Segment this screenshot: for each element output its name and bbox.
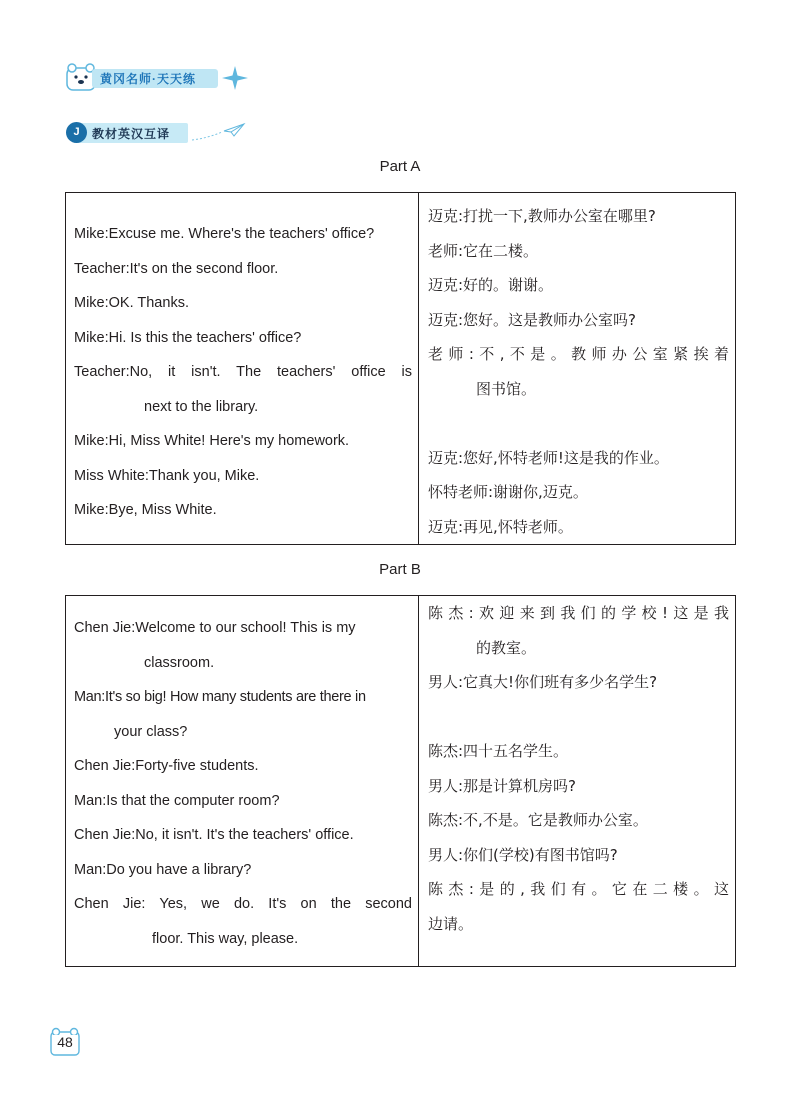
section-tag <box>66 122 246 144</box>
translation-line: 陈杰:是的,我们有。它在二楼。这 <box>428 880 729 898</box>
dialog-line: Man:Is that the computer room? <box>74 792 280 809</box>
section-letter-badge: J <box>66 122 87 143</box>
dialog-line: Miss White:Thank you, Mike. <box>74 467 260 484</box>
translation-line: 边请。 <box>428 914 474 933</box>
section-title: 教材英汉互译 <box>92 127 171 141</box>
dialog-line: Chen Jie:No, it isn't. It's the teachers' office. <box>74 827 354 843</box>
translation-line: 老师:不,不是。教师办公室紧挨着 <box>428 345 729 363</box>
translation-line: 迈克:您好,怀特老师!这是我的作业。 <box>428 448 669 467</box>
dialog-line: Man:Do you have a library? <box>74 861 252 878</box>
sparkle-star-icon <box>220 64 250 92</box>
dialog-line: Mike:OK. Thanks. <box>74 295 189 311</box>
part-b-chinese-column <box>419 596 736 967</box>
part-b-english-column <box>66 596 419 967</box>
translation-line: 的教室。 <box>476 638 537 657</box>
translation-line: 迈克:您好。这是教师办公室吗? <box>428 310 637 329</box>
dialog-line: floor. This way, please. <box>152 930 299 947</box>
translation-line: 陈杰:欢迎来到我们的学校!这是我 <box>428 604 729 622</box>
dialog-line: Teacher:It's on the second floor. <box>74 260 279 277</box>
dialog-line: Man:It's so big! How many students are there in <box>74 689 366 705</box>
translation-line: 男人:那是计算机房吗? <box>428 776 577 795</box>
translation-line: 迈克:好的。谢谢。 <box>428 276 554 294</box>
part-a-table <box>65 192 736 545</box>
translation-line: 陈杰:不,不是。它是教师办公室。 <box>428 811 648 829</box>
translation-line: 迈克:再见,怀特老师。 <box>428 517 573 536</box>
translation-line: 男人:你们(学校)有图书馆吗? <box>428 845 618 864</box>
brand-title: 黄冈名师·天天练 <box>100 72 196 86</box>
dialog-line: Teacher:No, it isn't. The teachers' office is <box>74 364 412 380</box>
translation-line: 陈杰:四十五名学生。 <box>428 742 569 760</box>
dialog-line: Chen Jie:Forty-five students. <box>74 758 259 774</box>
dialog-line: Mike:Excuse me. Where's the teachers' office? <box>74 226 375 242</box>
translation-line: 老师:它在二楼。 <box>428 241 539 260</box>
part-a-english-column <box>66 193 419 545</box>
page-number: 48 <box>57 1034 73 1050</box>
translation-line: 迈克:打扰一下,教师办公室在哪里? <box>428 207 656 225</box>
dialog-line: Chen Jie: Yes, we do. It's on the second <box>74 896 412 912</box>
dialog-line: your class? <box>114 723 188 740</box>
page-number-badge <box>50 1026 80 1056</box>
translation-line: 怀特老师:谢谢你,迈克。 <box>428 483 588 501</box>
part-a-title: Part A <box>379 158 421 175</box>
spacer <box>428 406 729 441</box>
dialog-line: Chen Jie:Welcome to our school! This is my <box>74 620 356 636</box>
brand-banner <box>64 60 254 96</box>
dialog-line: classroom. <box>144 654 215 671</box>
dialog-line: Mike:Bye, Miss White. <box>74 502 217 518</box>
dialog-line: next to the library. <box>144 398 259 415</box>
translation-line: 图书馆。 <box>476 379 537 398</box>
spacer <box>428 700 729 735</box>
translation-line: 男人:它真大!你们班有多少名学生? <box>428 673 658 691</box>
dialog-line: Mike:Hi. Is this the teachers' office? <box>74 329 302 346</box>
part-b-title: Part B <box>379 561 421 578</box>
dialog-line: Mike:Hi, Miss White! Here's my homework. <box>74 433 350 449</box>
part-a-chinese-column <box>419 193 736 545</box>
part-b-table <box>65 595 736 967</box>
paper-plane-icon <box>188 122 246 144</box>
